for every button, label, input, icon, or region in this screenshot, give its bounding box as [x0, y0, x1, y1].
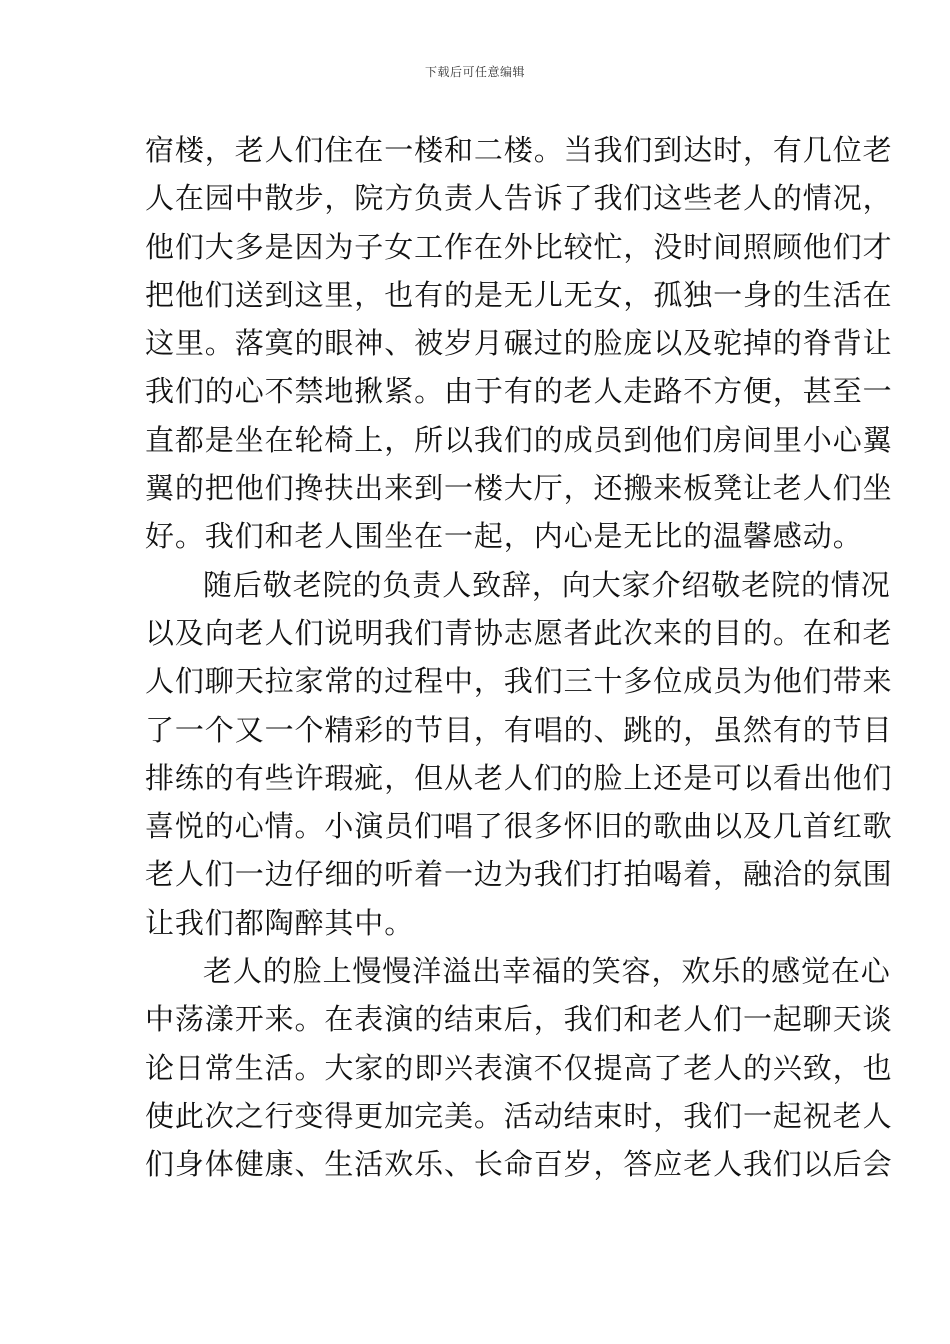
- text-line: 我们的心不禁地揪紧。由于有的老人走路不方便，甚至一: [145, 374, 893, 409]
- text-line: 这里。落寞的眼神、被岁月碾过的脸庞以及驼掉的脊背让: [145, 326, 893, 361]
- text-line: 直都是坐在轮椅上，所以我们的成员到他们房间里小心翼: [145, 422, 893, 457]
- body-text: [145, 126, 893, 1189]
- text-line: 好。我们和老人围坐在一起，内心是无比的温馨感动。: [145, 519, 863, 554]
- text-line: 人在园中散步，院方负责人告诉了我们这些老人的情况，: [145, 181, 893, 216]
- text-line: 们身体健康、生活欢乐、长命百岁，答应老人我们以后会: [145, 1147, 893, 1182]
- text-line: 把他们送到这里，也有的是无儿无女，孤独一身的生活在: [145, 277, 893, 312]
- text-line: 中荡漾开来。在表演的结束后，我们和老人们一起聊天谈: [145, 1002, 893, 1037]
- header-note: 下载后可任意编辑: [424, 65, 525, 79]
- paragraph-start-line: 随后敬老院的负责人致辞，向大家介绍敬老院的情况: [203, 567, 891, 602]
- text-line: 让我们都陶醉其中。: [145, 905, 415, 940]
- text-line: 排练的有些许瑕疵，但从老人们的脸上还是可以看出他们: [145, 760, 893, 795]
- paragraph-start-line: 老人的脸上慢慢洋溢出幸福的笑容，欢乐的感觉在心: [203, 954, 891, 989]
- text-line: 老人们一边仔细的听着一边为我们打拍喝着，融洽的氛围: [145, 857, 893, 892]
- text-line: 人们聊天拉家常的过程中，我们三十多位成员为他们带来: [145, 664, 893, 699]
- text-line: 他们大多是因为子女工作在外比较忙，没时间照顾他们才: [145, 229, 893, 264]
- text-line: 喜悦的心情。小演员们唱了很多怀旧的歌曲以及几首红歌: [145, 809, 893, 844]
- text-line: 论日常生活。大家的即兴表演不仅提高了老人的兴致，也: [145, 1050, 893, 1085]
- text-line: 使此次之行变得更加完美。活动结束时，我们一起祝老人: [145, 1098, 893, 1133]
- text-line: 翼的把他们搀扶出来到一楼大厅，还搬来板凳让老人们坐: [145, 471, 893, 506]
- text-line: 了一个又一个精彩的节目，有唱的、跳的，虽然有的节目: [145, 712, 893, 747]
- text-line: 以及向老人们说明我们青协志愿者此次来的目的。在和老: [145, 615, 893, 650]
- text-line: 宿楼，老人们住在一楼和二楼。当我们到达时，有几位老: [145, 133, 893, 167]
